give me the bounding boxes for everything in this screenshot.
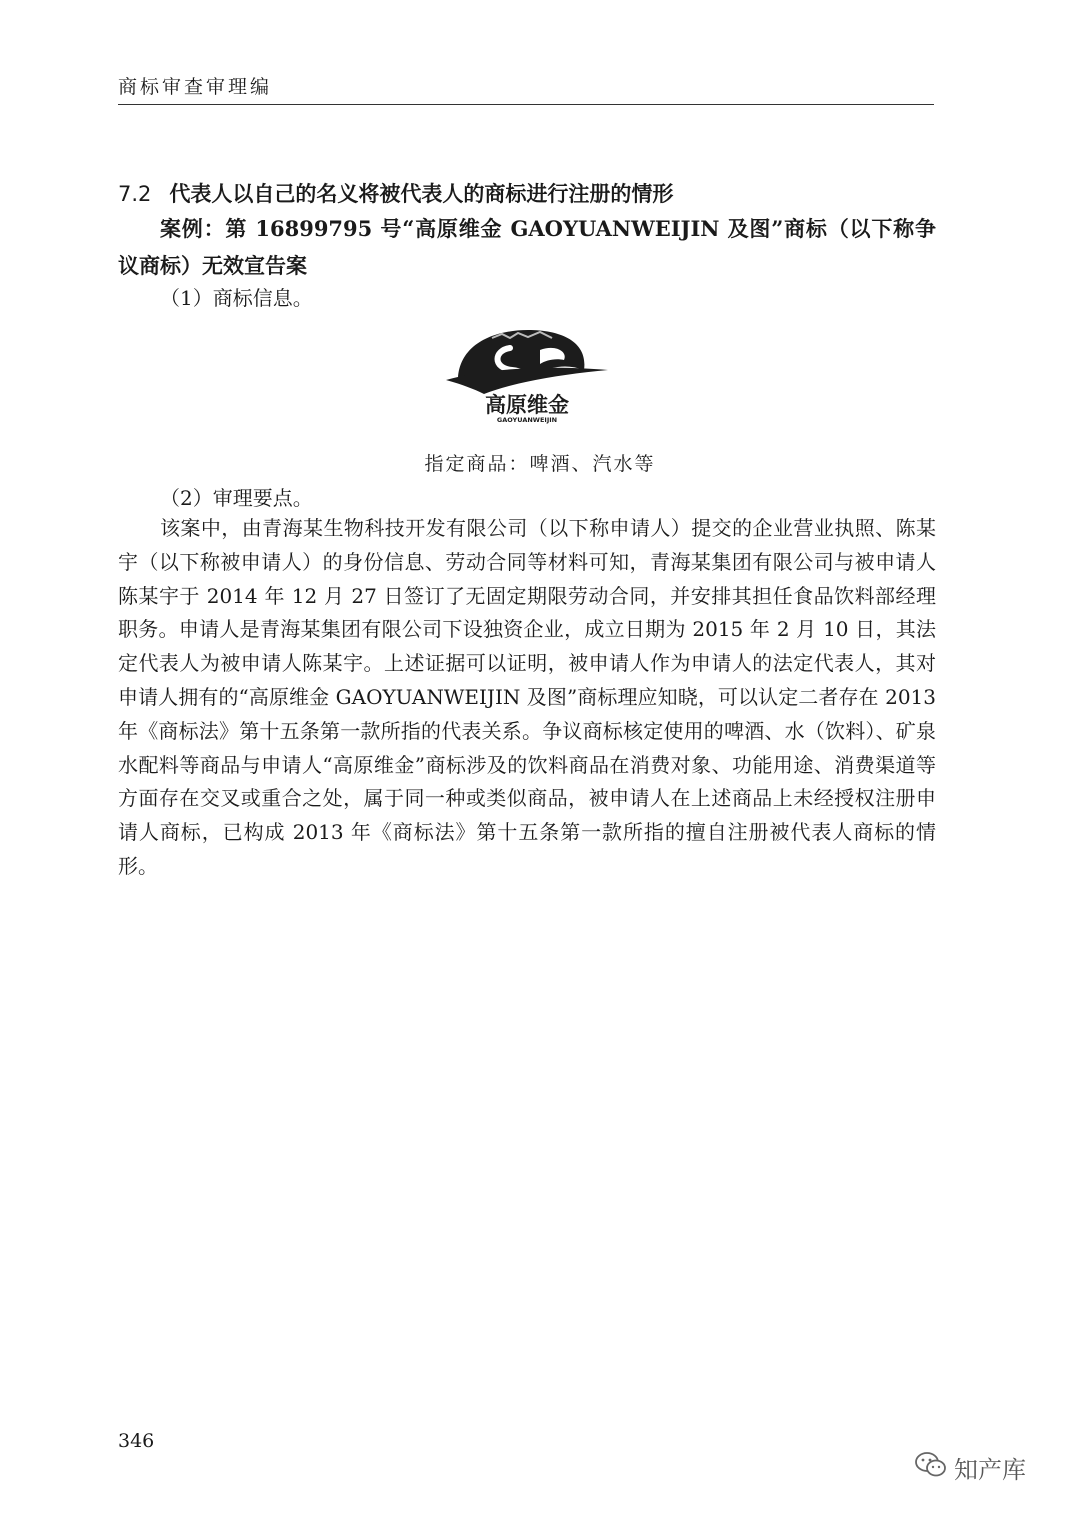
subhead-trademark-info: （1）商标信息。 <box>160 286 313 310</box>
trademark-logo-graphic <box>444 328 610 424</box>
running-header: 商标审查审理编 <box>118 76 273 98</box>
trademark-logo <box>444 328 610 424</box>
logo-chinese-text: 高原维金 <box>485 393 569 417</box>
watermark-text: 知产库 <box>954 1455 1026 1484</box>
watermark <box>914 1447 1064 1487</box>
wechat-icon <box>914 1450 948 1484</box>
logo-caption: 指定商品：啤酒、汽水等 <box>424 453 656 475</box>
case-title: 案例：第 16899795 号“高原维金 GAOYUANWEIJIN 及图”商标（以下称争议商标）无效宣告案 <box>118 216 936 278</box>
section-heading-text: 代表人以自己的名义将被代表人的商标进行注册的情形 <box>169 182 674 206</box>
subhead-key-points: （2）审理要点。 <box>160 486 313 510</box>
section-number: 7.2 <box>118 182 152 206</box>
page-number: 346 <box>118 1430 155 1452</box>
header-divider <box>118 104 934 105</box>
section-heading <box>118 178 938 208</box>
logo-pinyin-text: GAOYUANWEIJIN <box>496 416 558 424</box>
body-paragraph: 该案中，由青海某生物科技开发有限公司（以下称申请人）提交的企业营业执照、陈某宇（以下称被申请人）的身份信息、劳动合同等材料可知，青海某集团有限公司与被申请人陈某宇于 2014 年 12 月 27 日签订了无固定期限劳动合同，并安排其担任食品饮料部经理职务。申请人是青海某集团有限公司下设独资企业，成立日期为 2015 年 2 月 10 日，其法定代表人为被申请人陈某宇。上述证据可以证明，被申请人作为申请人的法定代表人，其对申请人拥有的“高原维金 GAOYUANWEIJIN 及图”商标理应知晓，可以认定二者存在 2013 年《商标法》第十五条第一款所指的代表关系。争议商标核定使用的啤酒、水（饮料）、矿泉水配料等商品与申请人“高原维金”商标涉及的饮料商品在消费对象、功能用途、消费渠道等方面存在交叉或重合之处，属于同一种或类似商品，被申请人在上述商品上未经授权注册申请人商标，已构成 2013 年《商标法》第十五条第一款所指的擅自注册被代表人商标的情形。 <box>118 516 936 878</box>
